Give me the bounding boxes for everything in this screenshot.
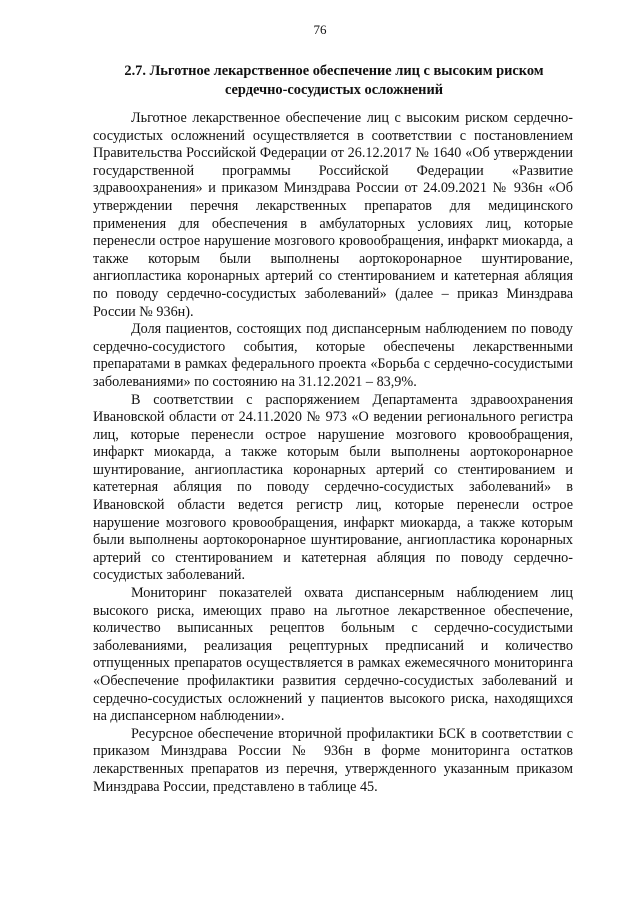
paragraph: Ресурсное обеспечение вторичной профилактики БСК в соответствии с приказом Минздрава России № 936н в форме мониторинга остатков лекарственных препаратов из перечня, утвержденного указанным приказом Минздрава России, представлено в таблице 45. [93, 725, 573, 795]
paragraph: Льготное лекарственное обеспечение лиц с высоким риском сердечно-сосудистых осложнений осуществляется в соответствии с постановлением Правительства Российской Федерации от 26.12.2017 № 1640 «Об утверждении государственной программы Российской Федерации «Развитие здравоохранения» и приказом Минздрава России от 24.09.2021 № 936н «Об утверждении перечня лекарственных препаратов для медицинского применения для обеспечения в амбулаторных условиях лиц, которые перенесли острое нарушение мозгового кровообращения, инфаркт миокарда, а также которым были выполнены аортокоронарное шунтирование, ангиопластика коронарных артерий со стентированием и катетерная абляция по поводу сердечно-сосудистых заболеваний» (далее – приказ Минздрава России № 936н). [93, 110, 573, 320]
paragraph: Мониторинг показателей охвата диспансерным наблюдением лиц высокого риска, имеющих право на льготное лекарственное обеспечение, количество выписанных рецептов больным с сердечно-сосудистыми заболеваниями, реализация рецептурных предписаний и количество отпущенных препаратов осуществляется в рамках ежемесячного мониторинга «Обеспечение профилактики развития сердечно-сосудистых заболеваний и сердечно-сосудистых осложнений у пациентов высокого риска, находящихся на диспансерном наблюдении». [93, 585, 573, 725]
paragraph: В соответствии с распоряжением Департамента здравоохранения Ивановской области от 24.11.2020 № 973 «О ведении регионального регистра лиц, которые перенесли острое нарушение мозгового кровообращения, инфаркт миокарда, а также которым были выполнены аортокоронарное шунтирование, ангиопластика коронарных артерий со стентированием и катетерная абляция по поводу сердечно-сосудистых заболеваний» в Ивановской области ведется регистр лиц, которые перенесли острое нарушение мозгового кровообращения, инфаркт миокарда, а также которым были выполнены аортокоронарное шунтирование, ангиопластика коронарных артерий со стентированием и катетерная абляция по поводу сердечно-сосудистых заболеваний. [93, 391, 573, 584]
document-body [93, 110, 573, 796]
paragraph: Доля пациентов, состоящих под диспансерным наблюдением по поводу сердечно-сосудистого события, которые обеспечены лекарственными препаратами в рамках федерального проекта «Борьба с сердечно-сосудистыми заболеваниями» по состоянию на 31.12.2021 – 83,9%. [93, 321, 573, 390]
page-number: 76 [313, 22, 327, 37]
section-heading: 2.7. Льготное лекарственное обеспечение лиц с высоким риском сердечно-сосудистых осложнений [124, 63, 544, 98]
